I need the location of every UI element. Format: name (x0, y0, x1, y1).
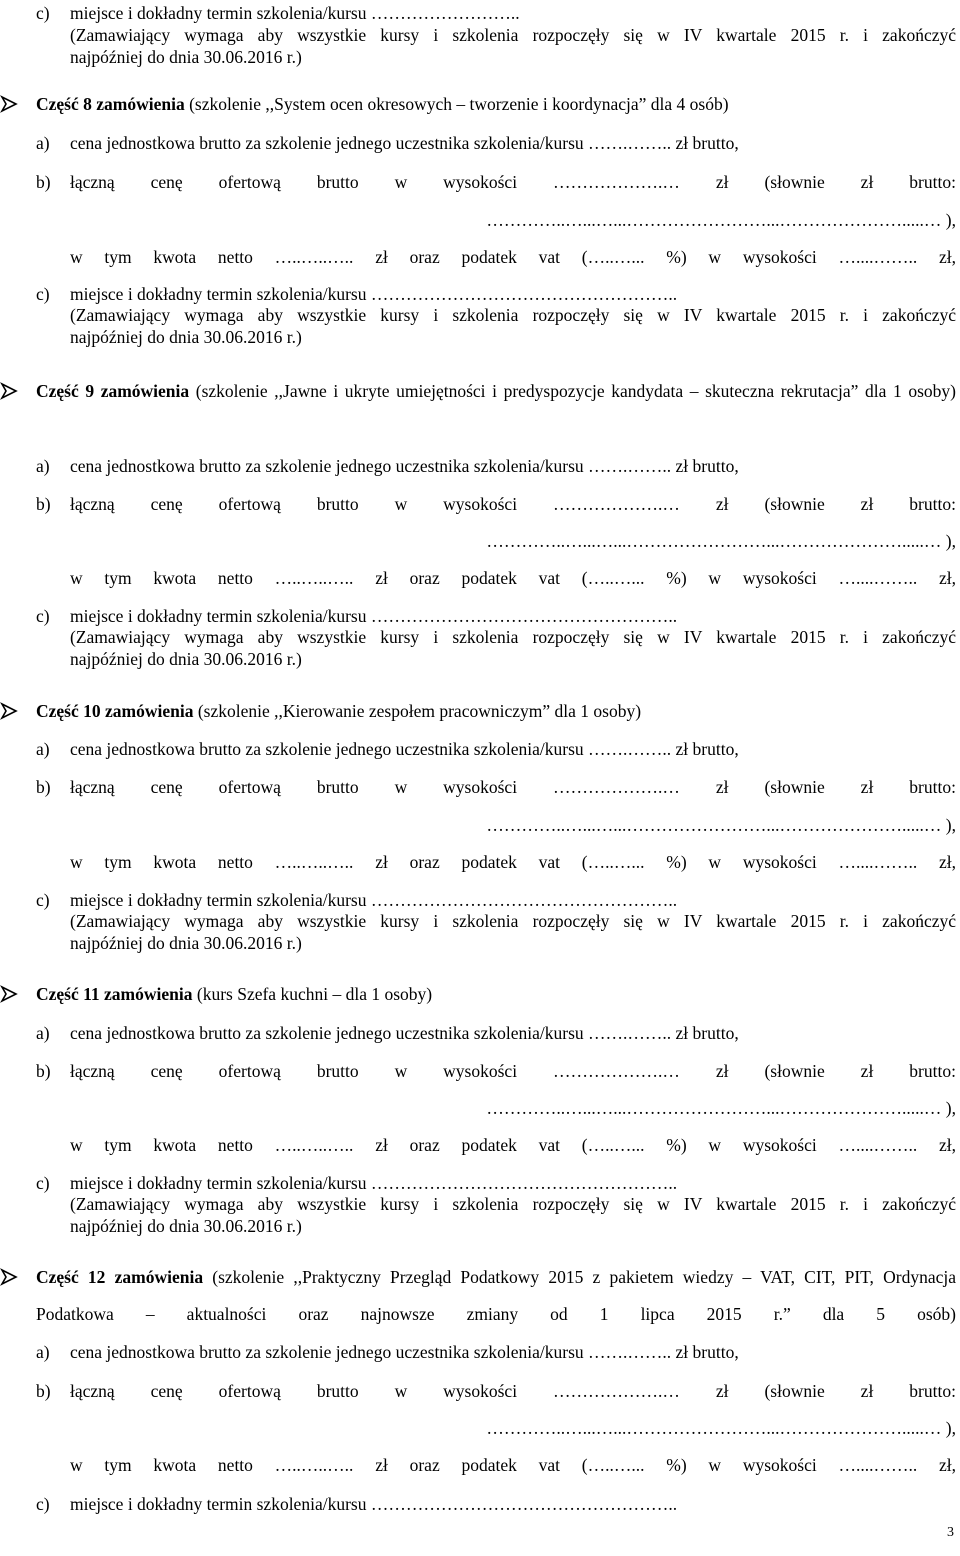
b-word: zł (860, 1381, 874, 1401)
price-per-participant-line (36, 1341, 956, 1363)
b-word: w (394, 494, 408, 514)
c-note-1 (70, 910, 956, 932)
total-price-line (36, 776, 956, 798)
b-word: ofertową (218, 1381, 281, 1401)
b-word: w (394, 1381, 408, 1401)
arrow-bullet-icon (0, 702, 18, 720)
b-word: łączną (70, 494, 115, 514)
a-text: cena jednostkowa brutto za szkolenie jednego uczestnika szkolenia/kursu …….…….. zł brutto, (70, 133, 739, 153)
c-note: (Zamawiający wymaga aby wszystkie kursy i szkolenia rozpoczęły się w IV kwartale 2015 r. i zakończyć (70, 627, 956, 647)
b-word: brutto (316, 1381, 359, 1401)
b-word: wysokości (443, 777, 518, 797)
price-per-participant-line (36, 455, 956, 477)
b-word: ofertową (218, 1061, 281, 1081)
b-word: ofertową (218, 172, 281, 192)
part-heading-text (36, 700, 956, 722)
net-and-vat-line: w tym kwota netto …..…..….. zł oraz podatek vat (…..…... %) w wysokości …....…….. zł, (70, 247, 956, 267)
net-and-vat-line: w tym kwota netto …..…..….. zł oraz podatek vat (…..…... %) w wysokości …....…….. zł, (70, 852, 956, 872)
b-word: łączną (70, 777, 115, 797)
b-word: zł (860, 172, 874, 192)
c-label: c) (36, 1173, 50, 1193)
b-word: brutto: (909, 1061, 956, 1081)
c-note: (Zamawiający wymaga aby wszystkie kursy i szkolenia rozpoczęły się w IV kwartale 2015 r. i zakończyć (70, 911, 956, 931)
c-text: miejsce i dokładny termin szkolenia/kursu …………………………………………….. (70, 890, 678, 910)
b-word: łączną (70, 172, 115, 192)
c-label: c) (36, 3, 50, 23)
c-note: (Zamawiający wymaga aby wszystkie kursy i szkolenia rozpoczęły się w IV kwartale 2015 r. i zakończyć (70, 25, 956, 45)
b-label: b) (36, 172, 51, 192)
b-word: zł (715, 1381, 729, 1401)
b-word: ……………….… (553, 494, 680, 514)
part-description: (szkolenie ,,Praktyczny Przegląd Podatkowy 2015 z pakietem wiedzy – VAT, CIT, PIT, Ordynacja Podatkowa – aktualności oraz najnowsze zmiany od 1 lipca 2015 r.” dla 5 osób) (36, 1267, 956, 1324)
a-label: a) (36, 1023, 50, 1043)
amount-in-words-line: …………..…...…...……………………...………………….....… ), (486, 210, 956, 230)
part-heading-text (36, 373, 956, 410)
price-per-participant-line (36, 1022, 956, 1044)
part-title: Część 11 zamówienia (36, 984, 193, 1004)
total-price-line (36, 1060, 956, 1082)
c-text: miejsce i dokładny termin szkolenia/kursu …………………………………………….. (70, 1173, 678, 1193)
c-note-2: najpóźniej do dnia 30.06.2016 r.) (70, 1216, 302, 1236)
b-word: (słownie (764, 777, 825, 797)
b-word: ……………….… (553, 1061, 680, 1081)
part-title: Część 10 zamówienia (36, 701, 194, 721)
training-place-date-line (36, 1493, 956, 1515)
b-word: (słownie (764, 1061, 825, 1081)
total-price-line (36, 171, 956, 193)
part-description: (szkolenie ,,System ocen okresowych – tworzenie i koordynacja” dla 4 osób) (184, 94, 729, 114)
total-price-line (36, 493, 956, 515)
b-word: brutto (316, 777, 359, 797)
b-word: zł (860, 1061, 874, 1081)
b-word: wysokości (443, 172, 518, 192)
b-word: wysokości (443, 1381, 518, 1401)
arrow-bullet-icon (0, 1268, 18, 1286)
b-word: zł (860, 777, 874, 797)
b-word: zł (715, 494, 729, 514)
c-text: miejsce i dokładny termin szkolenia/kursu …………………….. (70, 3, 520, 23)
price-per-participant-line (36, 738, 956, 760)
b-label: b) (36, 777, 51, 797)
a-label: a) (36, 456, 50, 476)
training-place-date-line (36, 605, 956, 627)
b-word: ofertową (218, 777, 281, 797)
net-and-vat-line: w tym kwota netto …..…..….. zł oraz podatek vat (…..…... %) w wysokości …....…….. zł, (70, 1135, 956, 1155)
b-word: brutto: (909, 777, 956, 797)
b-word: (słownie (764, 1381, 825, 1401)
b-word: zł (715, 777, 729, 797)
part-description: (kurs Szefa kuchni – dla 1 osoby) (192, 984, 433, 1004)
b-word: w (394, 777, 408, 797)
b-word: brutto (316, 172, 359, 192)
b-word: (słownie (764, 494, 825, 514)
b-word: łączną (70, 1381, 115, 1401)
training-place-date-line (36, 283, 956, 305)
a-label: a) (36, 133, 50, 153)
b-word: cenę (150, 1381, 183, 1401)
c-label: c) (36, 284, 50, 304)
c-note-2: najpóźniej do dnia 30.06.2016 r.) (70, 933, 302, 953)
part-title: Część 12 zamówienia (36, 1267, 204, 1287)
b-word: wysokości (443, 494, 518, 514)
b-word: brutto (316, 1061, 359, 1081)
arrow-bullet-icon (0, 985, 18, 1003)
c-label: c) (36, 606, 50, 626)
c-note: (Zamawiający wymaga aby wszystkie kursy i szkolenia rozpoczęły się w IV kwartale 2015 r. i zakończyć (70, 1194, 956, 1214)
b-word: wysokości (443, 1061, 518, 1081)
b-word: cenę (150, 494, 183, 514)
b-label: b) (36, 1061, 51, 1081)
prev-c-line (36, 2, 956, 24)
b-word: ……………….… (553, 1381, 680, 1401)
b-label: b) (36, 494, 51, 514)
b-word: ……………….… (553, 172, 680, 192)
b-word: cenę (150, 777, 183, 797)
b-word: cenę (150, 172, 183, 192)
arrow-bullet-icon (0, 95, 18, 113)
amount-in-words-line: …………..…...…...……………………...………………….....… ), (486, 531, 956, 551)
b-word: ……………….… (553, 777, 680, 797)
c-text: miejsce i dokładny termin szkolenia/kursu …………………………………………….. (70, 284, 678, 304)
a-text: cena jednostkowa brutto za szkolenie jednego uczestnika szkolenia/kursu …….…….. zł brutto, (70, 739, 739, 759)
c-note-1 (70, 1193, 956, 1215)
net-and-vat-line: w tym kwota netto …..…..….. zł oraz podatek vat (…..…... %) w wysokości …....…….. zł, (70, 568, 956, 588)
arrow-bullet-icon (0, 382, 18, 400)
part-heading-text (36, 1259, 956, 1333)
b-word: brutto: (909, 1381, 956, 1401)
c-text: miejsce i dokładny termin szkolenia/kursu …………………………………………….. (70, 606, 678, 626)
c-note-2: najpóźniej do dnia 30.06.2016 r.) (70, 327, 302, 347)
a-label: a) (36, 739, 50, 759)
prev-c-note-1 (70, 24, 956, 46)
a-label: a) (36, 1342, 50, 1362)
b-word: brutto: (909, 494, 956, 514)
c-note: (Zamawiający wymaga aby wszystkie kursy i szkolenia rozpoczęły się w IV kwartale 2015 r. i zakończyć (70, 305, 956, 325)
b-word: w (394, 1061, 408, 1081)
part-description: (szkolenie ,,Jawne i ukryte umiejętności i predyspozycje kandydata – skuteczna rekrutacja” dla 1 osoby) (189, 381, 956, 401)
b-word: cenę (150, 1061, 183, 1081)
b-word: zł (860, 494, 874, 514)
amount-in-words-line: …………..…...…...……………………...………………….....… ), (486, 815, 956, 835)
total-price-line (36, 1380, 956, 1402)
amount-in-words-line: …………..…...…...……………………...………………….....… ), (486, 1098, 956, 1118)
c-note-1 (70, 304, 956, 326)
c-label: c) (36, 890, 50, 910)
b-word: zł (715, 172, 729, 192)
c-note-2: najpóźniej do dnia 30.06.2016 r.) (70, 649, 302, 669)
price-per-participant-line (36, 132, 956, 154)
amount-in-words-line: …………..…...…...……………………...………………….....… ), (486, 1418, 956, 1438)
b-word: (słownie (764, 172, 825, 192)
a-text: cena jednostkowa brutto za szkolenie jednego uczestnika szkolenia/kursu …….…….. zł brutto, (70, 1342, 739, 1362)
c-text: miejsce i dokładny termin szkolenia/kursu …………………………………………….. (70, 1494, 678, 1514)
prev-c-note-2: najpóźniej do dnia 30.06.2016 r.) (70, 47, 302, 67)
c-note-1 (70, 626, 956, 648)
training-place-date-line (36, 889, 956, 911)
part-title: Część 8 zamówienia (36, 94, 185, 114)
part-description: (szkolenie ,,Kierowanie zespołem pracowniczym” dla 1 osoby) (193, 701, 642, 721)
b-word: brutto: (909, 172, 956, 192)
b-word: ofertową (218, 494, 281, 514)
b-word: łączną (70, 1061, 115, 1081)
part-heading-text (36, 983, 956, 1005)
a-text: cena jednostkowa brutto za szkolenie jednego uczestnika szkolenia/kursu …….…….. zł brutto, (70, 1023, 739, 1043)
page-number: 3 (947, 1525, 954, 1540)
b-word: w (394, 172, 408, 192)
net-and-vat-line: w tym kwota netto …..…..….. zł oraz podatek vat (…..…... %) w wysokości …....…….. zł, (70, 1455, 956, 1475)
training-place-date-line (36, 1172, 956, 1194)
b-word: brutto (316, 494, 359, 514)
b-label: b) (36, 1381, 51, 1401)
part-title: Część 9 zamówienia (36, 381, 190, 401)
b-word: zł (715, 1061, 729, 1081)
part-heading-text (36, 93, 956, 115)
c-label: c) (36, 1494, 50, 1514)
a-text: cena jednostkowa brutto za szkolenie jednego uczestnika szkolenia/kursu …….…….. zł brutto, (70, 456, 739, 476)
